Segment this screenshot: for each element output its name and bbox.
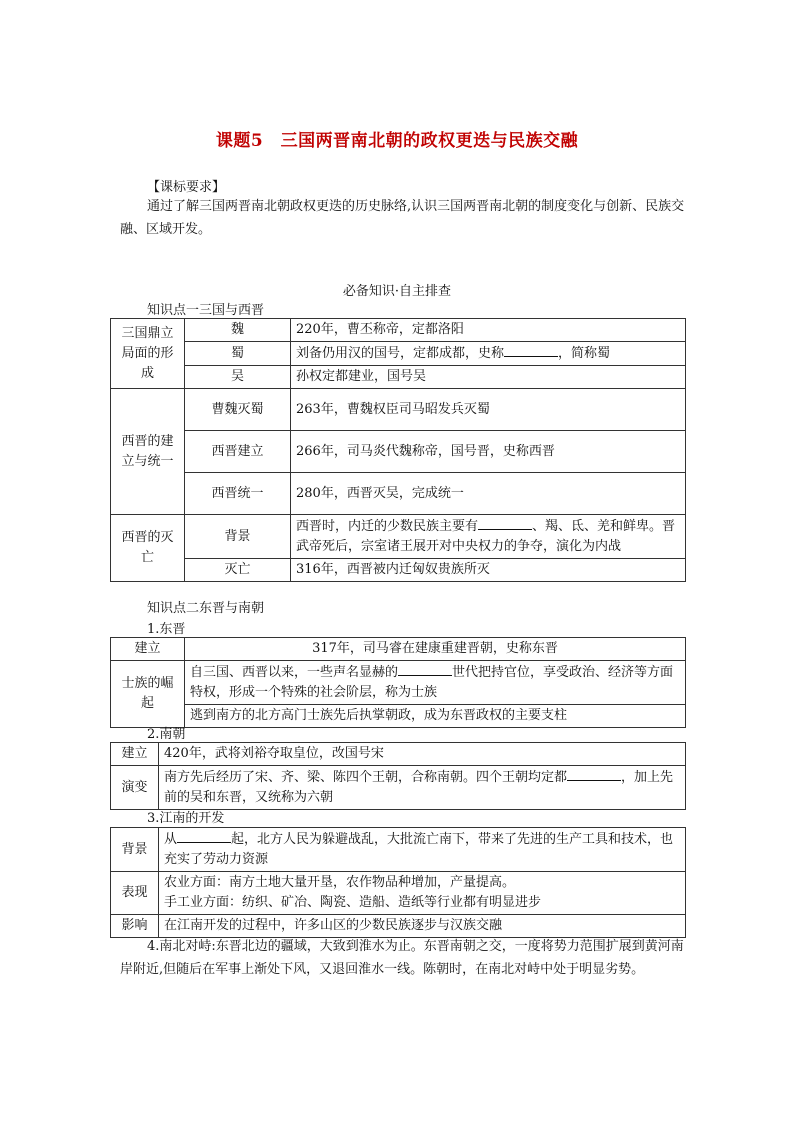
table-three-kingdoms [110, 318, 686, 582]
page-title: 课题5 三国两晋南北朝的政权更迭与民族交融 [215, 131, 579, 151]
table-row [111, 473, 686, 515]
fill-blank[interactable] [567, 767, 621, 781]
kp1-heading: 知识点一三国与西晋 [147, 303, 265, 318]
table-row [111, 872, 686, 915]
row-text-wei-conquers-shu: 263年，曹魏权臣司马昭发兵灭蜀 [291, 389, 686, 431]
section-heading: 必备知识·自主排查 [342, 284, 452, 299]
row-text-impact: 在江南开发的过程中，许多山区的少数民族逐步与汉族交融 [159, 915, 686, 938]
row-label-wei: 魏 [185, 319, 291, 342]
row-text-background: 西晋时，内迁的少数民族主要有 、羯、氐、羌和鲜卑。晋武帝死后，宗室诸王展开对中央权力的争夺，演化为内战 [291, 515, 686, 559]
row-label-shu: 蜀 [185, 342, 291, 366]
table-row [111, 743, 686, 766]
row-text-gentry-b: 逃到南方的北方高门士族先后执掌朝政，成为东晋政权的主要支柱 [185, 705, 686, 728]
row-text-jin-founded: 266年，司马炎代魏称帝，国号晋，史称西晋 [291, 431, 686, 473]
row-label-wu: 吴 [185, 366, 291, 389]
table-row [111, 389, 686, 431]
row-text-establish: 317年，司马睿在建康重建晋朝，史称东晋 [185, 638, 686, 661]
group-label-western-jin: 西晋的建立与统一 [111, 389, 185, 515]
row-label-background: 背景 [111, 828, 159, 872]
fill-blank[interactable] [398, 662, 452, 676]
table-southern-dynasties [110, 742, 686, 810]
sub-heading-eastern-jin: 1.东晋 [147, 622, 186, 637]
row-text-shu: 刘备仍用汉的国号，定都成都，史称 ，简称蜀 [291, 342, 686, 366]
row-text-jin-unifies: 280年，西晋灭吴，完成统一 [291, 473, 686, 515]
row-text-fall: 316年，西晋被内迁匈奴贵族所灭 [291, 559, 686, 582]
table-row [111, 431, 686, 473]
table-row [111, 515, 686, 559]
table-row [111, 319, 686, 342]
group-label-jin-fall: 西晋的灭亡 [111, 515, 185, 582]
paragraph-north-south: 4.南北对峙:东晋北边的疆域，大致到淮水为止。东晋南朝之交，一度将势力范围扩展到黄河南岸附近,但随后在军事上渐处下风，又退回淮水一线。陈朝时，在南北对峙中处于明显劣势。 [120, 939, 684, 977]
row-label-impact: 影响 [111, 915, 159, 938]
table-row [111, 705, 686, 728]
table-row [111, 366, 686, 389]
row-text-evolution: 南方先后经历了宋、齐、梁、陈四个王朝，合称南朝。四个王朝均定都 ，加上先前的吴和东晋，又统称为六朝 [159, 766, 686, 810]
row-label-establish: 建立 [111, 638, 185, 661]
fill-blank[interactable] [504, 343, 558, 357]
fill-blank[interactable] [177, 829, 231, 843]
row-label-gentry-rise: 士族的崛起 [111, 661, 185, 728]
table-row [111, 661, 686, 705]
table-row [111, 828, 686, 872]
row-label-wei-conquers-shu: 曹魏灭蜀 [185, 389, 291, 431]
table-row [111, 638, 686, 661]
row-label-evolution: 演变 [111, 766, 159, 810]
row-text-gentry-a: 自三国、西晋以来，一些声名显赫的 世代把持官位，享受政治、经济等方面特权，形成一个特殊的社会阶层，称为士族 [185, 661, 686, 705]
row-label-jin-unifies: 西晋统一 [185, 473, 291, 515]
row-text-establish: 420年，武将刘裕夺取皇位，改国号宋 [159, 743, 686, 766]
row-text-wu: 孙权定都建业，国号吴 [291, 366, 686, 389]
row-label-jin-founded: 西晋建立 [185, 431, 291, 473]
table-row [111, 559, 686, 582]
requirement-heading: 【课标要求】 [147, 180, 226, 195]
sub-heading-jiangnan: 3.江南的开发 [147, 811, 225, 826]
row-label-fall: 灭亡 [185, 559, 291, 582]
row-label-manifestation: 表现 [111, 872, 159, 915]
table-row [111, 766, 686, 810]
table-row [111, 342, 686, 366]
row-text-wei: 220年，曹丕称帝，定都洛阳 [291, 319, 686, 342]
row-text-background: 从 起，北方人民为躲避战乱，大批流亡南下，带来了先进的生产工具和技术，也充实了劳动力资源 [159, 828, 686, 872]
requirement-text: 通过了解三国两晋南北朝政权更迭的历史脉络,认识三国两晋南北朝的制度变化与创新、民族交融、区域开发。 [120, 199, 685, 237]
table-jiangnan-development [110, 827, 686, 938]
kp2-heading: 知识点二东晋与南朝 [147, 601, 265, 616]
fill-blank[interactable] [478, 516, 532, 530]
row-text-manifestation: 农业方面：南方土地大量开垦，农作物品种增加，产量提高。 手工业方面：纺织、矿冶、陶瓷、造船、造纸等行业都有明显进步 [159, 872, 686, 915]
table-eastern-jin [110, 637, 686, 728]
row-label-background: 背景 [185, 515, 291, 559]
row-label-establish: 建立 [111, 743, 159, 766]
sub-heading-southern-dynasties: 2.南朝 [147, 727, 186, 742]
group-label-three-kingdoms: 三国鼎立局面的形成 [111, 319, 185, 389]
